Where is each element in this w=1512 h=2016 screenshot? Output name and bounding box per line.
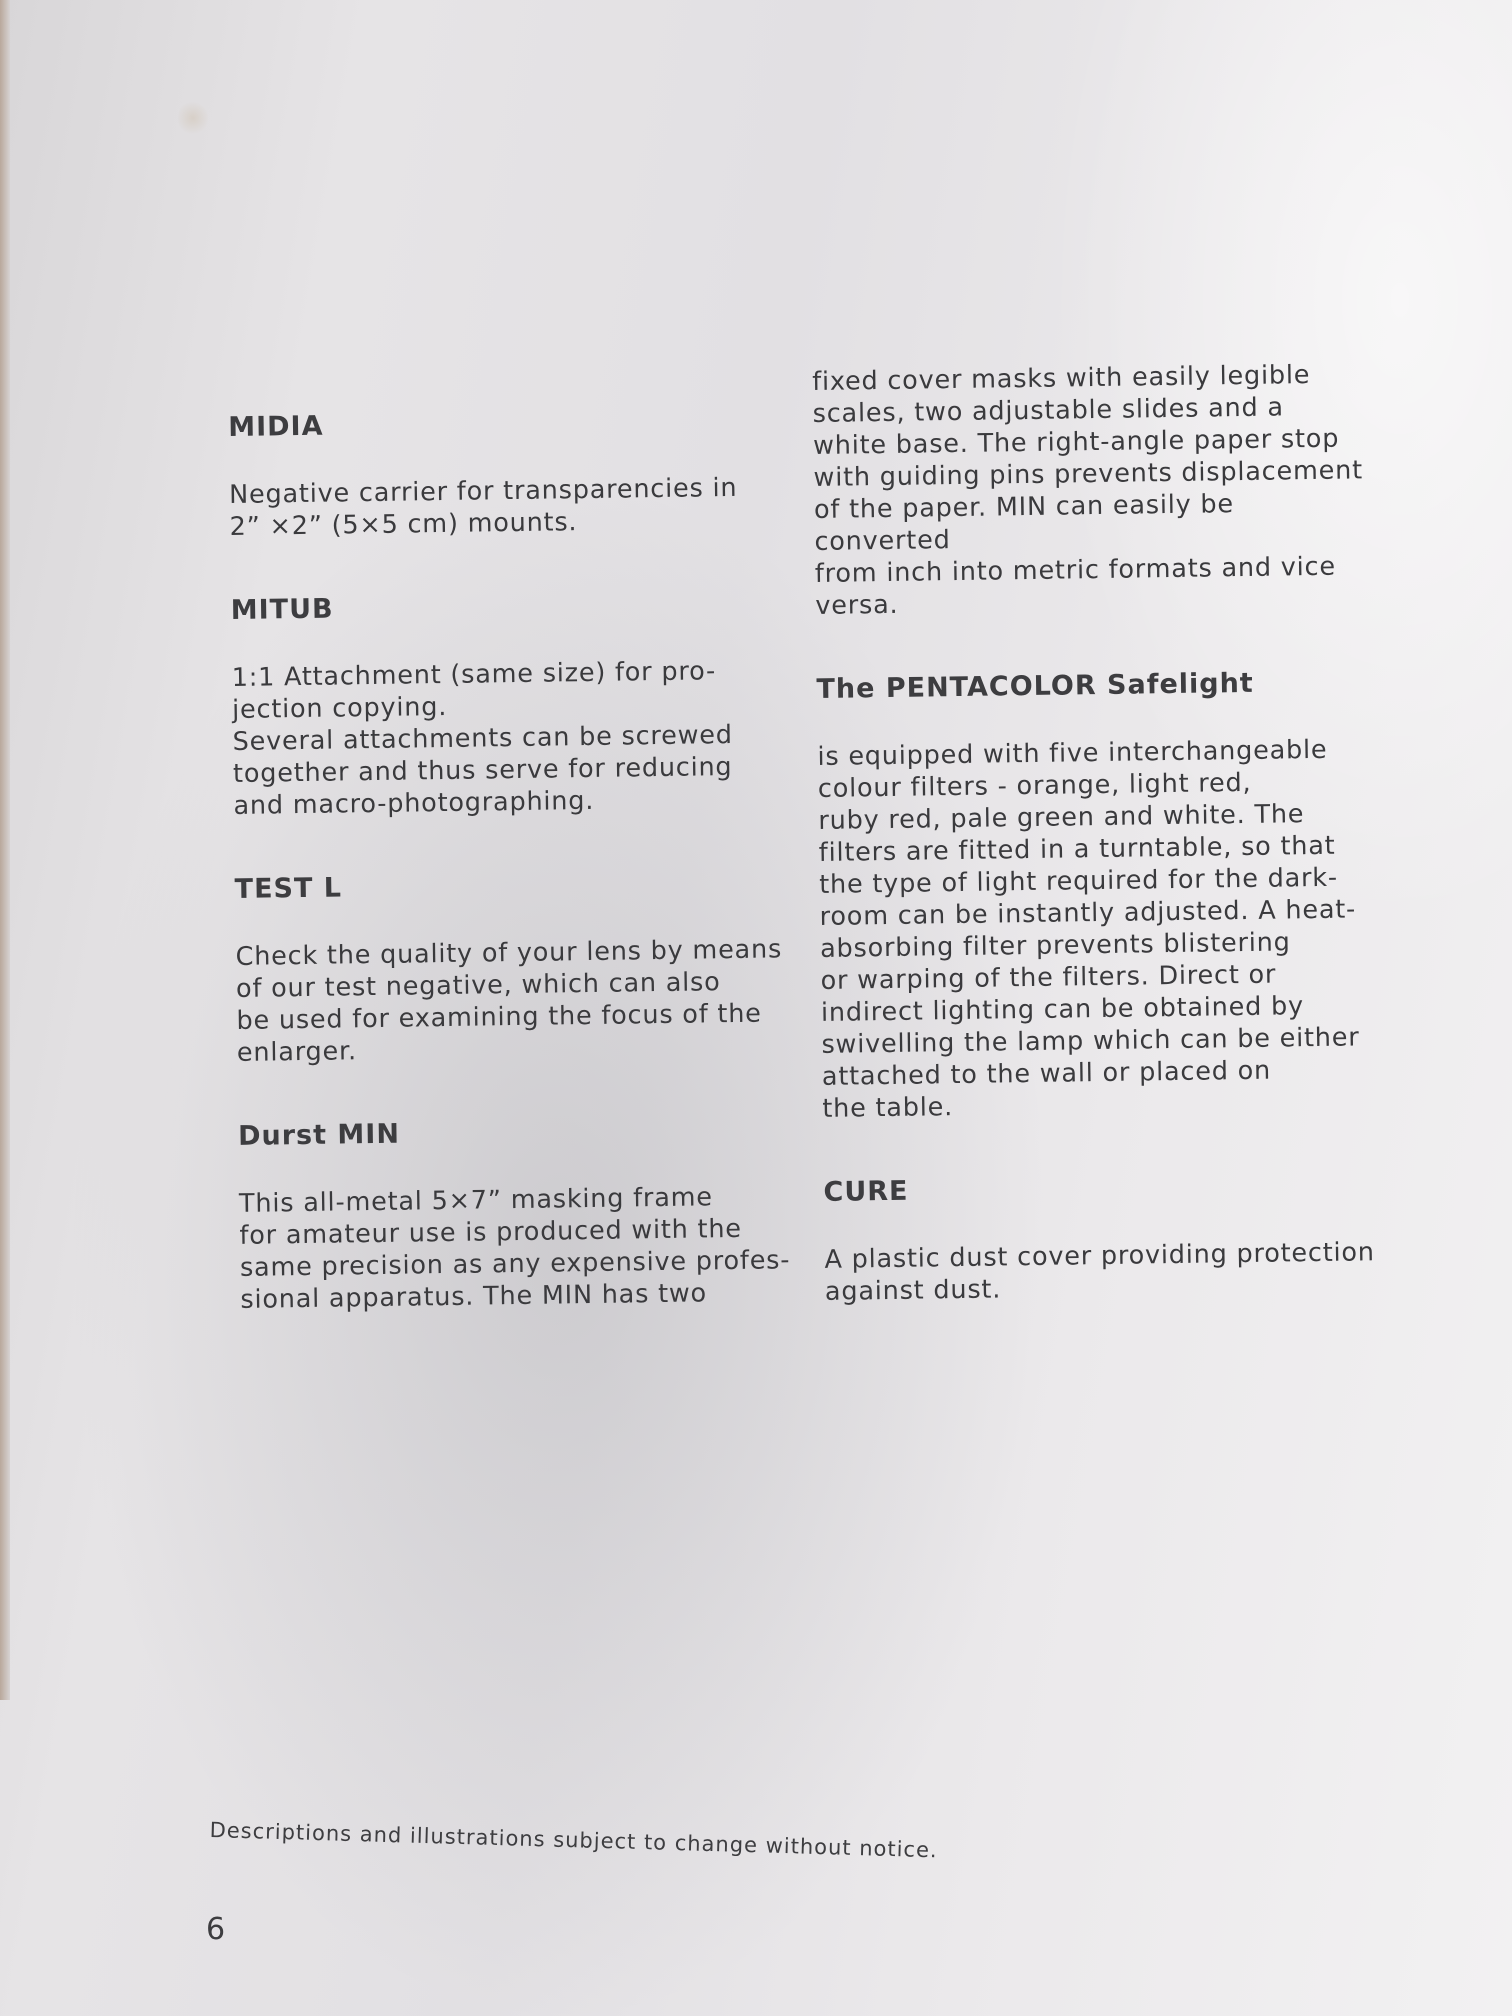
section-heading-midia: MIDIA [228,410,324,443]
section-heading-cure: CURE [823,1175,909,1208]
right-column [812,358,1385,1308]
section-text-min-continued: fixed cover masks with easily legible scales, two adjustable slides and a white base. The right-angle paper stop with guiding pins prevents displacement of the paper. MIN can easily be converted from inch into metric formats and vice versa. [812,360,1364,621]
section-heading-durst-min: Durst MIN [237,1118,401,1152]
section-text-mitub: 1:1 Attachment (same size) for pro- jection copying. Several attachments can be screwed together and thus serve for reducing and macro-photographing. [231,656,733,821]
section-text-cure: A plastic dust cover providing protection against dust. [824,1237,1375,1307]
section-heading-pentacolor: The PENTACOLOR Safelight [816,667,1254,705]
section-pentacolor [816,666,1382,1125]
section-heading-mitub: MITUB [230,593,334,626]
section-durst-min [238,1113,801,1316]
disclaimer-note: Descriptions and illustrations subject to change without notice. [209,1818,938,1863]
section-text-midia: Negative carrier for transparencies in 2” ×2” (5×5 cm) mounts. [228,472,738,542]
section-min-continued [812,358,1376,622]
section-text-test-l: Check the quality of your lens by means of our test negative, which can also be used for examining the focus of the enlarger. [235,934,783,1068]
page-number: 6 [206,1912,226,1947]
page-edge [0,0,10,1700]
section-mitub [231,587,794,822]
section-test-l [234,866,797,1069]
section-text-durst-min: This all-metal 5×7” masking frame for amateur use is produced with the same precision as any expensive profes- sional apparatus. The MIN has two [238,1182,791,1315]
left-column [228,404,801,1316]
section-heading-test-l: TEST L [234,872,343,905]
paper-stain [178,100,208,136]
section-midia [228,404,790,543]
section-cure [823,1169,1385,1308]
section-text-pentacolor: is equipped with five interchangeable colour filters - orange, light red, ruby red, pale green and white. The filters are fitted in a turntable, so that the type of light required for the dark- room can be instantly adjusted. A heat- absorbing filter prevents blistering or warping of the filters. Direct or indirect lighting can be obtained by swivelling the lamp which can be either attached to the wall or placed on the table. [817,734,1360,1124]
